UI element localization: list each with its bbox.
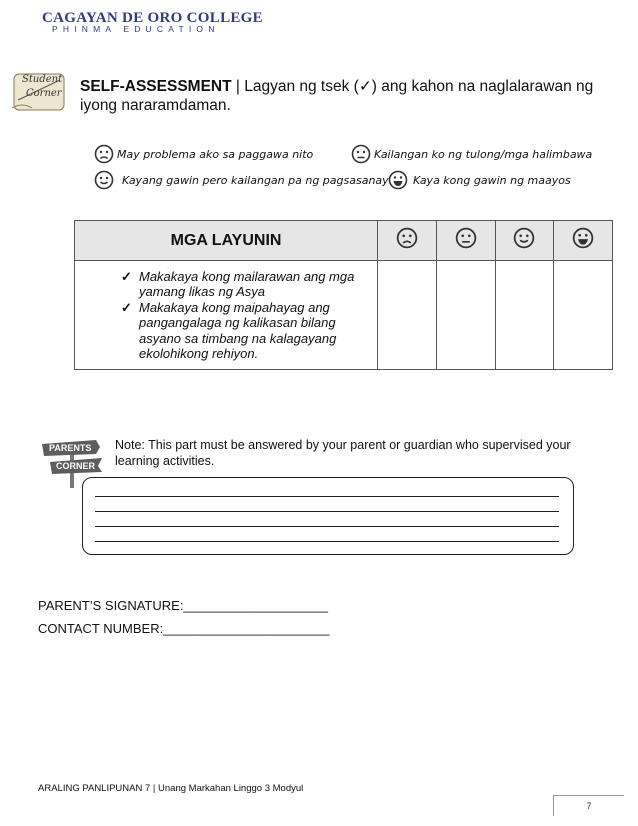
checkbox-neutral[interactable] bbox=[436, 261, 495, 370]
self-assessment-label: SELF-ASSESSMENT bbox=[80, 78, 232, 95]
table-header-title: MGA LAYUNIN bbox=[75, 221, 378, 261]
legend-text-happy: Kaya kong gawin ng maayos bbox=[413, 173, 571, 187]
legend-text-neutral: Kailangan ko ng tulong/mga halimbawa bbox=[374, 147, 593, 161]
footer-text: ARALING PANLIPUNAN 7 | Unang Markahan Linggo 3 Modyul bbox=[38, 783, 304, 794]
legend-text-sad: May problema ako sa paggawa nito bbox=[117, 147, 314, 161]
sad-face-icon bbox=[396, 227, 418, 249]
checkbox-happy[interactable] bbox=[554, 261, 613, 370]
smile-face-icon bbox=[513, 227, 535, 249]
answer-line bbox=[95, 496, 559, 497]
parents-corner-line2: CORNER bbox=[56, 461, 96, 471]
table-header-row bbox=[75, 221, 613, 261]
sad-face-icon bbox=[94, 144, 114, 164]
legend-item-neutral bbox=[351, 144, 592, 164]
legend-item-smile bbox=[94, 170, 389, 190]
neutral-face-icon bbox=[351, 144, 371, 164]
objective-item: ✓ Makakaya kong mailarawan ang mga yamang likas ng Asya bbox=[121, 269, 377, 300]
header-smile-cell bbox=[495, 221, 554, 261]
smile-face-icon bbox=[94, 170, 114, 190]
objective-item: ✓ Makakaya kong maipahayag ang pangangalaga ng kalikasan bilang asyano sa timbang na kalagayang ekolohikong rehiyon. bbox=[121, 300, 377, 362]
table-row bbox=[75, 261, 613, 370]
college-logo-title: CAGAYAN DE ORO COLLEGE bbox=[42, 10, 263, 26]
student-corner-line2: Corner bbox=[26, 88, 62, 99]
legend-text-smile: Kayang gawin pero kailangan pa ng pagsasanay bbox=[122, 173, 389, 187]
header-sad-cell bbox=[378, 221, 437, 261]
self-assessment-instruction bbox=[80, 77, 620, 115]
assessment-table bbox=[74, 220, 613, 370]
parent-answer-box[interactable] bbox=[82, 477, 574, 555]
checkbox-sad[interactable] bbox=[378, 261, 437, 370]
parent-signature-field[interactable]: PARENT’S SIGNATURE:____________________ bbox=[38, 598, 329, 613]
checkbox-smile[interactable] bbox=[495, 261, 554, 370]
parents-corner-line1: PARENTS bbox=[49, 443, 92, 453]
answer-line bbox=[95, 541, 559, 542]
student-corner-line1: Student bbox=[22, 74, 63, 85]
header-neutral-cell bbox=[436, 221, 495, 261]
answer-line bbox=[95, 526, 559, 527]
contact-number-field[interactable]: CONTACT NUMBER:_______________________ bbox=[38, 621, 330, 636]
student-corner-badge bbox=[8, 70, 70, 114]
happy-face-icon bbox=[388, 170, 408, 190]
self-assessment-text: | Lagyan ng tsek (✓) ang kahon na naglalarawan ng iyong nararamdaman. bbox=[80, 78, 594, 114]
objectives-cell bbox=[75, 261, 378, 370]
page-number: 7 bbox=[553, 795, 624, 816]
parent-note: Note: This part must be answered by your parent or guardian who supervised your learning activities. bbox=[115, 438, 571, 468]
objectives-list bbox=[75, 269, 377, 362]
legend-item-sad bbox=[94, 144, 313, 164]
neutral-face-icon bbox=[455, 227, 477, 249]
college-logo-subtitle: PHINMA EDUCATION bbox=[52, 24, 220, 34]
answer-line bbox=[95, 511, 559, 512]
header-happy-cell bbox=[554, 221, 613, 261]
happy-face-icon bbox=[572, 227, 594, 249]
legend-item-happy bbox=[388, 170, 571, 190]
